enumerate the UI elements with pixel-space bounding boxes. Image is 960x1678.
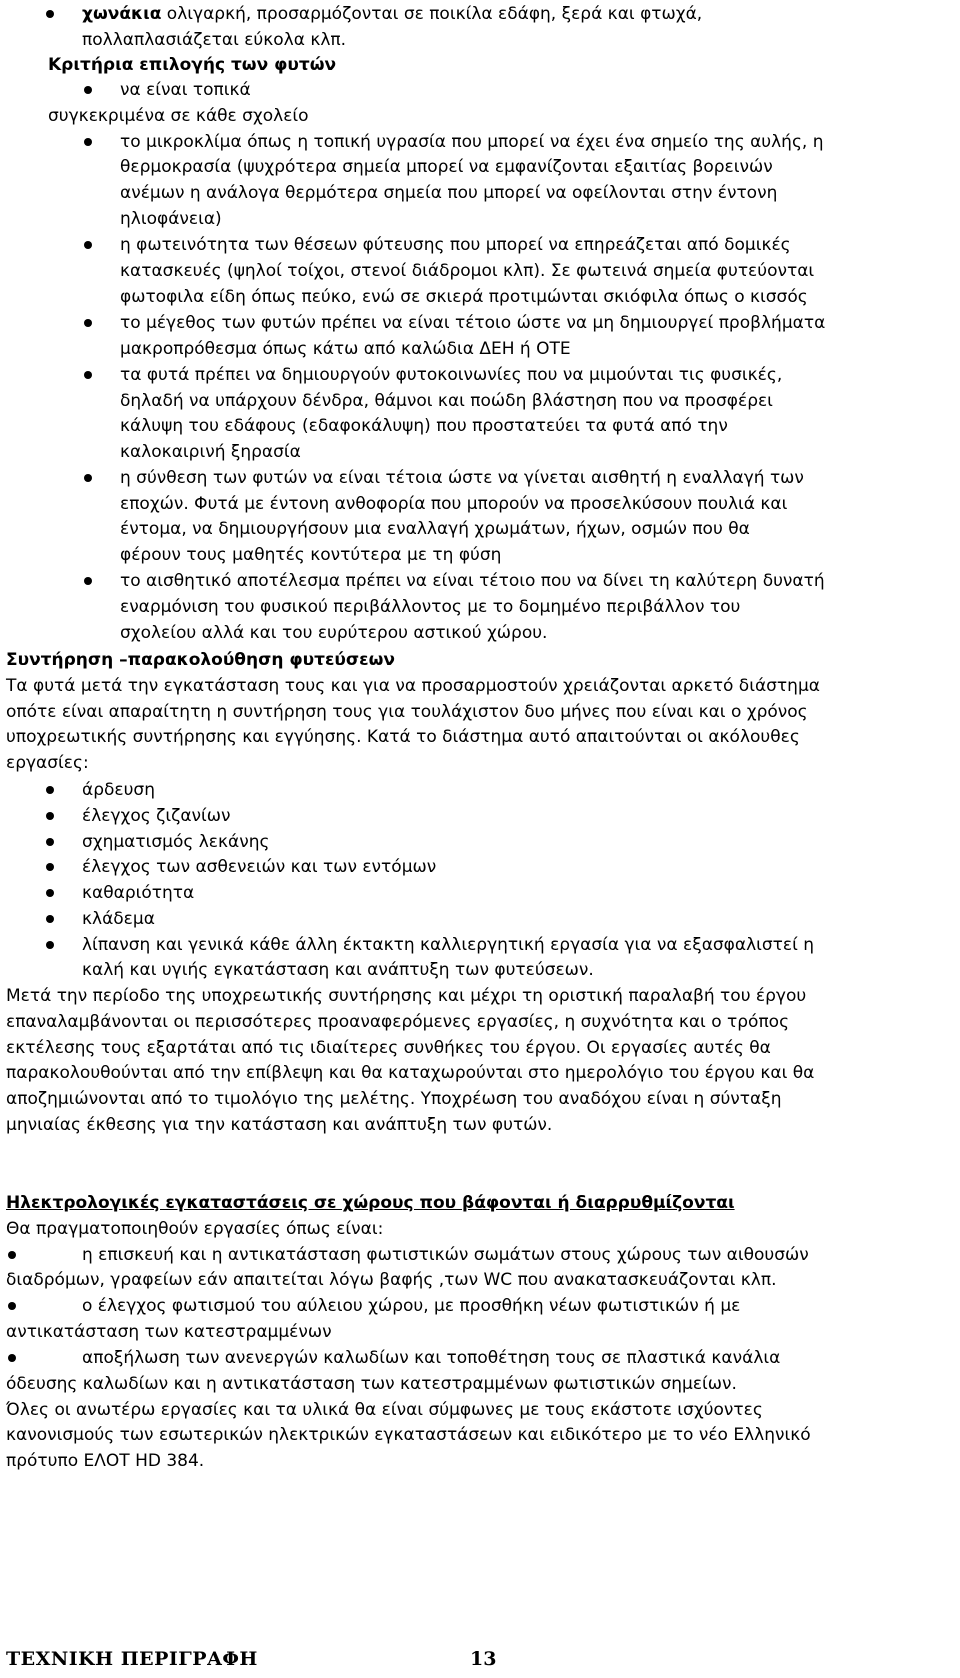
bullet	[46, 915, 54, 923]
plant-name: χωνάκια	[82, 4, 162, 24]
criterion-item: τα φυτά πρέπει να δημιουργούν φυτοκοινωνίες που να μιμούνται τις φυσικές,	[120, 365, 783, 385]
bullet	[84, 241, 92, 249]
criterion-continuation: συγκεκριμένα σε κάθε σχολείο	[48, 106, 309, 126]
section-heading: Συντήρηση –παρακολούθηση φυτεύσεων	[6, 650, 395, 670]
task-item: άρδευση	[82, 780, 155, 800]
paragraph-line: εκτέλεσης τους εξαρτάται από τις ιδιαίτερες συνθήκες του έργου. Οι εργασίες αυτές θα	[6, 1038, 771, 1058]
criterion-continuation: εποχών. Φυτά με έντονη ανθοφορία που μπορούν να προσελκύσουν πουλιά και	[120, 494, 788, 514]
paragraph-line: οπότε είναι απαραίτητη η συντήρηση τους για τουλάχιστον δυο μήνες που είναι και ο χρόνος	[6, 702, 808, 722]
bullet	[84, 474, 92, 482]
criterion-continuation: καλοκαιρινή ξηρασία	[120, 442, 301, 462]
bullet	[46, 786, 54, 794]
paragraph-line: εργασίες:	[6, 753, 89, 773]
bullet	[84, 371, 92, 379]
section-heading: Ηλεκτρολογικές εγκαταστάσεις σε χώρους που βάφονται ή διαρρυθμίζονται	[6, 1193, 735, 1213]
electrical-continuation: αντικατάσταση των κατεστραμμένων	[6, 1322, 332, 1342]
criterion-item: το αισθητικό αποτέλεσμα πρέπει να είναι τέτοιο που να δίνει τη καλύτερη δυνατή	[120, 571, 825, 591]
bullet	[8, 1354, 16, 1362]
bullet	[84, 138, 92, 146]
electrical-item: ο έλεγχος φωτισμού του αύλειου χώρου, με προσθήκη νέων φωτιστικών ή με	[82, 1296, 741, 1316]
task-item: λίπανση και γενικά κάθε άλλη έκτακτη καλλιεργητική εργασία για να εξασφαλιστεί η	[82, 935, 815, 955]
paragraph-line: υποχρεωτικής συντήρησης και εγγύησης. Κατά το διάστημα αυτό απαιτούνται οι ακόλουθες	[6, 727, 800, 747]
bullet	[84, 319, 92, 327]
paragraph-line: Μετά την περίοδο της υποχρεωτικής συντήρησης και μέχρι τη οριστική παραλαβή του έργου	[6, 986, 807, 1006]
list-item	[82, 4, 897, 24]
criterion-continuation: φέρουν τους μαθητές κοντύτερα με τη φύση	[120, 545, 502, 565]
paragraph-line: Τα φυτά μετά την εγκατάσταση τους και για να προσαρμοστούν χρειάζονται αρκετό διάστημα	[6, 676, 820, 696]
bullet	[84, 577, 92, 585]
criterion-item: η φωτεινότητα των θέσεων φύτευσης που μπορεί να επηρεάζεται από δομικές	[120, 235, 791, 255]
criterion-continuation: εναρμόνιση του φυσικού περιβάλλοντος με το δομημένο περιβάλλον του	[120, 597, 741, 617]
bullet	[8, 1302, 16, 1310]
paragraph-line: αποζημιώνονται από το τιμολόγιο της μελέτης. Υποχρέωση του αναδόχου είναι η σύνταξη	[6, 1089, 782, 1109]
paragraph-line: Όλες οι ανωτέρω εργασίες και τα υλικά θα είναι σύμφωνες με τους εκάστοτε ισχύοντες	[6, 1400, 763, 1420]
bullet	[46, 941, 54, 949]
task-item: σχηματισμός λεκάνης	[82, 832, 270, 852]
criterion-continuation: θερμοκρασία (ψυχρότερα σημεία μπορεί να εμφανίζονται εξαιτίας βορεινών	[120, 157, 773, 177]
criterion-continuation: μακροπρόθεσμα όπως κάτω από καλώδια ΔΕΗ ή ΟΤΕ	[120, 339, 571, 359]
criterion-item: το μέγεθος των φυτών πρέπει να είναι τέτοιο ώστε να μη δημιουργεί προβλήματα	[120, 313, 826, 333]
bullet	[46, 838, 54, 846]
criterion-continuation: δηλαδή να υπάρχουν δένδρα, θάμνοι και ποώδη βλάστηση που να προσφέρει	[120, 391, 773, 411]
paragraph-line: πρότυπο ΕΛΟΤ HD 384.	[6, 1451, 205, 1471]
criterion-continuation: φωτοφιλα είδη όπως πεύκο, ενώ σε σκιερά προτιμώνται σκιόφιλα όπως ο κισσός	[120, 287, 808, 307]
paragraph-line: Θα πραγματοποιηθούν εργασίες όπως είναι:	[6, 1219, 384, 1239]
task-item: κλάδεμα	[82, 909, 155, 929]
section-heading: Κριτήρια επιλογής των φυτών	[48, 55, 337, 75]
criterion-continuation: ηλιοφάνεια)	[120, 209, 222, 229]
bullet	[46, 812, 54, 820]
page-number: 13	[470, 1648, 497, 1670]
criterion-continuation: κατασκευές (ψηλοί τοίχοι, στενοί διάδρομοι κλπ). Σε φωτεινά σημεία φυτεύονται	[120, 261, 815, 281]
list-item-text: ολιγαρκή, προσαρμόζονται σε ποικίλα εδάφη, ξερά και φτωχά,	[161, 4, 703, 24]
criterion-item: η σύνθεση των φυτών να είναι τέτοια ώστε να γίνεται αισθητή η εναλλαγή των	[120, 468, 804, 488]
criterion-continuation: ανέμων η ανάλογα θερμότερα σημεία που μπορεί να οφείλονται στην έντονη	[120, 183, 778, 203]
task-item: έλεγχος των ασθενειών και των εντόμων	[82, 857, 437, 877]
criterion-continuation: σχολείου αλλά και του ευρύτερου αστικού χώρου.	[120, 623, 548, 643]
task-continuation: καλή και υγιής εγκατάσταση και ανάπτυξη των φυτεύσεων.	[82, 960, 594, 980]
paragraph-line: παρακολουθούνται από την επίβλεψη και θα καταχωρούνται στο ημερολόγιο του έργου και θα	[6, 1063, 815, 1083]
criterion-continuation: έντομα, να δημιουργήσουν μια εναλλαγή χρωμάτων, ήχων, οσμών που θα	[120, 519, 750, 539]
bullet	[8, 1251, 16, 1259]
task-item: έλεγχος ζιζανίων	[82, 806, 231, 826]
electrical-item: η επισκευή και η αντικατάσταση φωτιστικών σωμάτων στους χώρους των αιθουσών	[82, 1245, 809, 1265]
criterion-continuation: κάλυψη του εδάφους (εδαφοκάλυψη) που προστατεύει τα φυτά από την	[120, 416, 728, 436]
bullet	[46, 889, 54, 897]
task-item: καθαριότητα	[82, 883, 195, 903]
electrical-item: αποξήλωση των ανενεργών καλωδίων και τοποθέτηση τους σε πλαστικά κανάλια	[82, 1348, 781, 1368]
criterion-item: το μικροκλίμα όπως η τοπική υγρασία που μπορεί να έχει ένα σημείο της αυλής, η	[120, 132, 824, 152]
list-item-continuation: πολλαπλασιάζεται εύκολα κλπ.	[82, 30, 347, 50]
paragraph-line: επαναλαμβάνονται οι περισσότερες προαναφερόμενες εργασίες, η συχνότητα και ο τρόπος	[6, 1012, 790, 1032]
bullet	[84, 86, 92, 94]
footer-title: ΤΕΧΝΙΚΗ ΠΕΡΙΓΡΑΦΗ	[6, 1648, 258, 1670]
electrical-continuation: διαδρόμων, γραφείων εάν απαιτείται λόγω βαφής ,των WC που ανακατασκευάζονται κλπ.	[6, 1270, 777, 1290]
electrical-continuation: όδευσης καλωδίων και η αντικατάσταση των κατεστραμμένων φωτιστικών σημείων.	[6, 1374, 737, 1394]
paragraph-line: μηνιαίας έκθεσης για την κατάσταση και ανάπτυξη των φυτών.	[6, 1115, 553, 1135]
bullet	[46, 863, 54, 871]
bullet	[46, 10, 54, 18]
criterion-item: να είναι τοπικά	[120, 80, 251, 100]
paragraph-line: κανονισμούς των εσωτερικών ηλεκτρικών εγκαταστάσεων και ειδικότερο με το νέο Ελληνικό	[6, 1425, 811, 1445]
